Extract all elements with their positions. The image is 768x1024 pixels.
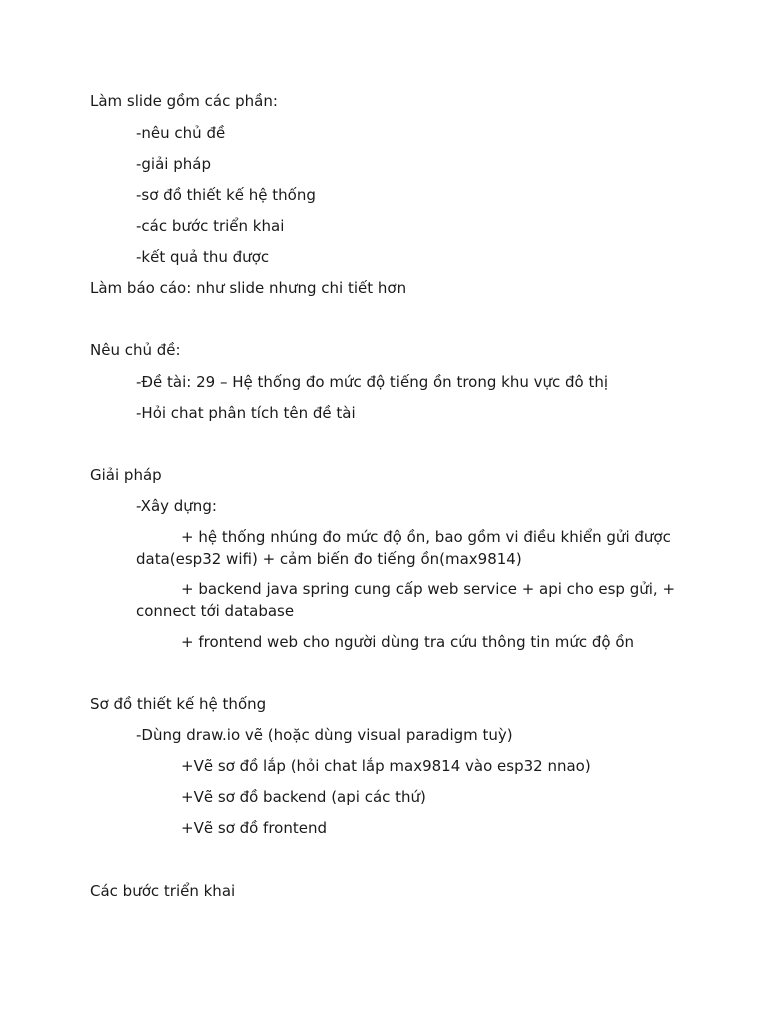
deploy-heading: Các bước triển khai xyxy=(90,882,236,900)
design-heading: Sơ đồ thiết kế hệ thống xyxy=(90,695,267,713)
design-item: +Vẽ sơ đồ backend (api các thứ) xyxy=(181,788,426,806)
solution-heading: Giải pháp xyxy=(90,466,162,484)
intro-item: -kết quả thu được xyxy=(136,248,270,266)
solution-build: -Xây dựng: xyxy=(136,497,217,515)
intro-heading: Làm slide gồm các phần: xyxy=(90,92,278,110)
solution-item: + backend java spring cung cấp web service + api cho esp gửi, + connect tới database xyxy=(136,580,676,620)
topic-item: -Hỏi chat phân tích tên đề tài xyxy=(136,404,356,422)
design-item: +Vẽ sơ đồ lắp (hỏi chat lắp max9814 vào esp32 nnao) xyxy=(181,757,591,775)
design-item: +Vẽ sơ đồ frontend xyxy=(181,819,327,837)
report-line: Làm báo cáo: như slide nhưng chi tiết hơn xyxy=(90,279,407,297)
topic-heading: Nêu chủ đề: xyxy=(90,341,181,359)
solution-item: + frontend web cho người dùng tra cứu thông tin mức độ ồn xyxy=(181,633,635,651)
intro-item: -nêu chủ đề xyxy=(136,124,226,142)
intro-item: -sơ đồ thiết kế hệ thống xyxy=(136,186,316,204)
intro-item: -các bước triển khai xyxy=(136,217,285,235)
topic-item: -Đề tài: 29 – Hệ thống đo mức độ tiếng ồn trong khu vực đô thị xyxy=(136,373,609,391)
intro-item: -giải pháp xyxy=(136,155,211,173)
solution-item: + hệ thống nhúng đo mức độ ồn, bao gồm vi điều khiển gửi được data(esp32 wifi) + cảm biến đo tiếng ồn(max9814) xyxy=(136,528,671,568)
design-tool: -Dùng draw.io vẽ (hoặc dùng visual paradigm tuỳ) xyxy=(136,726,513,744)
